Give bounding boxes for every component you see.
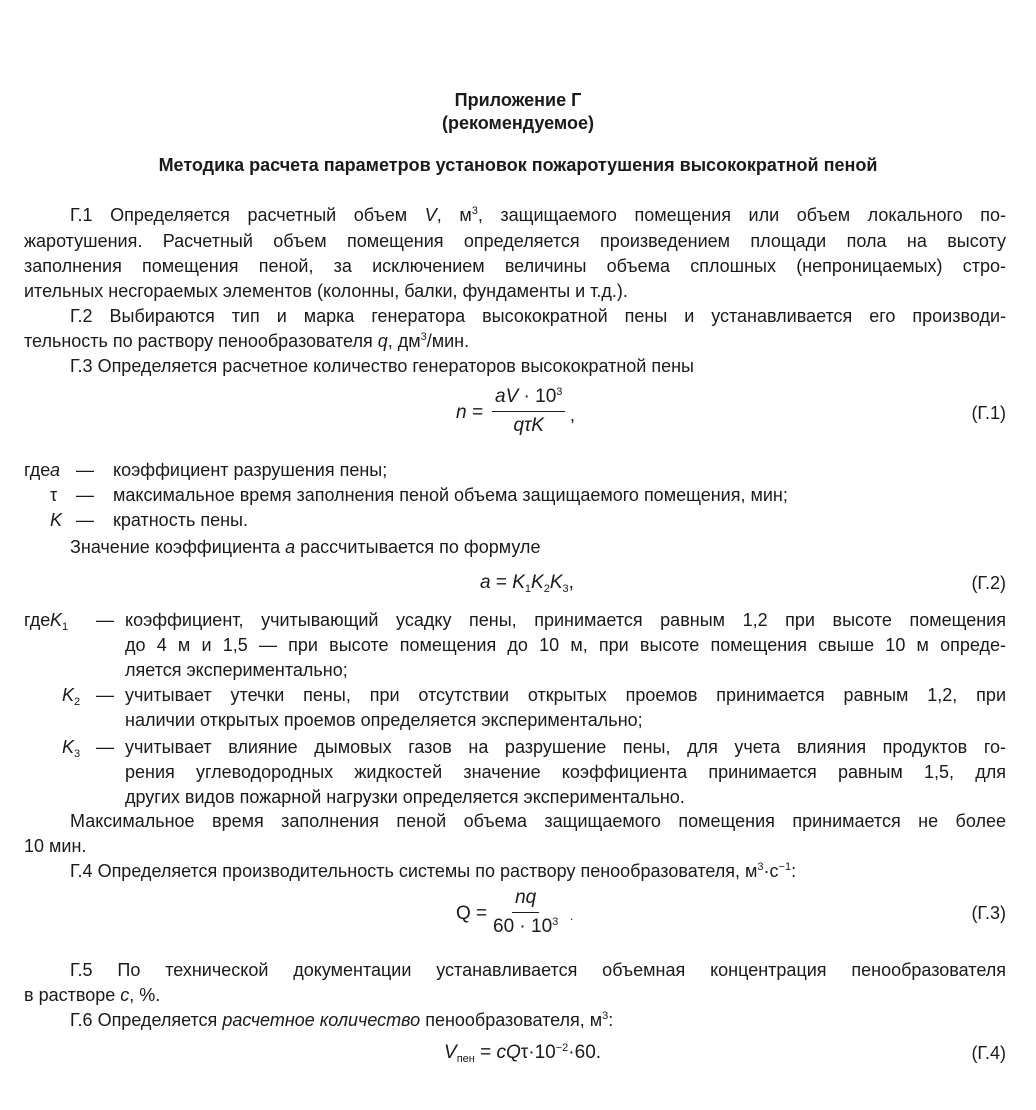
def-text: кратность пены.: [113, 510, 248, 530]
text-run: 60 · 10: [493, 916, 553, 937]
appendix-status: (рекомендуемое): [442, 113, 594, 133]
paragraph-g3-line: [70, 354, 1006, 378]
subscript: пен: [456, 1053, 475, 1065]
def-dash: —: [76, 510, 94, 530]
paragraph-g5-line: [24, 983, 1006, 1007]
def-term-a: a: [50, 460, 61, 480]
def-dash: —: [76, 485, 94, 505]
text-run: ительных несгораемых элементов (колонны, балки, фундаменты и т.д.).: [24, 281, 628, 301]
where-word: где: [24, 610, 51, 630]
eq3-label: (Г.3): [971, 903, 1006, 923]
superscript: 3: [757, 861, 764, 873]
subscript: 2: [543, 583, 550, 595]
superscript: 3: [471, 205, 478, 217]
term-sub: 2: [74, 696, 81, 708]
def-k1-line: [125, 633, 1006, 657]
text-run: Значение коэффициента: [70, 537, 286, 557]
text-run: =: [490, 572, 513, 593]
superscript: 3: [556, 386, 563, 398]
italic-run: a: [480, 572, 491, 593]
section-heading: Методика расчета параметров установок пожаротушения высокократной пеной: [158, 155, 878, 175]
italic-run: cQ: [496, 1042, 521, 1063]
def-text: коэффициент разрушения пены;: [113, 460, 388, 480]
text-run: · 10: [518, 386, 557, 407]
italic-run: c: [120, 985, 130, 1005]
term-letter: K: [50, 610, 63, 630]
def-term: [50, 508, 62, 532]
eq3-fraction: [493, 886, 558, 939]
eq3-denominator: [493, 913, 558, 939]
italic-run: V: [424, 205, 437, 225]
def-dash: —: [96, 685, 114, 705]
where-word: где: [24, 460, 51, 480]
def-k3-line: [125, 735, 1006, 759]
paragraph-g2-line: [70, 304, 1006, 328]
text-run: в растворе: [24, 985, 121, 1005]
text-run: , дм: [387, 331, 421, 351]
term-letter: K: [62, 685, 75, 705]
eq3-period: .: [570, 909, 574, 923]
eq1-den-text: qτK: [513, 415, 544, 436]
text-run: ·60.: [568, 1042, 602, 1063]
paragraph-coef-line: [70, 535, 1006, 559]
def-term-k: K: [50, 510, 63, 530]
eq1-lhs-text: n =: [456, 402, 483, 423]
def-k2-line: [125, 708, 1006, 732]
text-run: :: [791, 861, 797, 881]
text-run: жаротушения. Расчетный объем помещения определяется произведением площади пола на высоту: [24, 231, 1006, 251]
paragraph-g2-line: [24, 329, 1006, 353]
text-run: учитывает утечки пены, при отсутствии открытых проемов принимается равным 1,2, при: [125, 685, 1006, 705]
def-k3-line: [125, 760, 1006, 784]
def-term-k1: [50, 608, 68, 632]
paragraph-g1-line: [70, 203, 1006, 227]
superscript: 3: [552, 916, 559, 928]
text-run: ,: [568, 572, 574, 593]
def-dash: —: [96, 737, 114, 757]
def-term: τ: [50, 485, 58, 505]
def-text: максимальное время заполнения пеной объема защищаемого помещения, мин;: [113, 485, 788, 505]
text-run: тельность по раствору пенообразователя: [24, 331, 378, 351]
text-run: коэффициент, учитывающий усадку пены, принимается равным 1,2 при высоте помещения: [125, 610, 1006, 630]
text-run: Г.2 Выбираются тип и марка генератора высокократной пены и устанавливается его производи-: [70, 306, 1006, 326]
equation-g2: [480, 571, 574, 595]
text-run: , %.: [129, 985, 161, 1005]
def-k3-line: [125, 785, 1006, 809]
text-run: ляется экспериментально;: [125, 660, 348, 680]
text-run: учитывает влияние дымовых газов на разрушение пены, для учета влияния продуктов го-: [125, 737, 1006, 757]
eq1-lhs: [456, 401, 483, 425]
eq1-numerator: [492, 385, 565, 412]
italic-run: K: [549, 572, 563, 593]
paragraph-g1-line: [24, 279, 1006, 303]
italic-run: K: [531, 572, 544, 593]
def-term: [50, 458, 60, 482]
appendix-title: Приложение Г: [454, 90, 582, 110]
paragraph-g6-line: [70, 1008, 1006, 1032]
eq3-numerator: [512, 886, 539, 913]
eq1-denominator: [514, 412, 544, 438]
italic-run: q: [377, 331, 388, 351]
def-term-k2: [62, 683, 80, 707]
text-run: 10 мин.: [24, 836, 87, 856]
text-run: , защищаемого помещения или объем локального по-: [477, 205, 1006, 225]
paragraph-maxtime-line: [70, 809, 1006, 833]
eq3-num-text: nq: [515, 887, 537, 908]
eq1-comma: ,: [570, 405, 576, 425]
text-run: рения углеводородных жидкостей значение коэффициента принимается равным 1,5, для: [125, 762, 1006, 782]
text-run: Г.6 Определяется: [70, 1010, 223, 1030]
superscript: −2: [555, 1042, 569, 1054]
superscript: 3: [602, 1010, 609, 1022]
def-k2-line: [125, 683, 1006, 707]
def-k1-line: [125, 658, 1006, 682]
superscript: 3: [420, 331, 427, 343]
text-run: ·с: [763, 861, 779, 881]
text-run: Максимальное время заполнения пеной объема защищаемого помещения принимается не более: [70, 811, 1006, 831]
eq3-lhs: Q =: [456, 903, 488, 924]
superscript: −1: [778, 861, 792, 873]
subscript: 3: [562, 583, 569, 595]
def-term-k3: [62, 735, 80, 759]
text-run: наличии открытых проемов определяется экспериментально;: [125, 710, 643, 730]
text-run: Г.5 По технической документации устанавливается объемная концентрация пенообразователя: [70, 960, 1006, 980]
eq1-label: (Г.1): [971, 403, 1006, 423]
text-run: =: [474, 1042, 497, 1063]
paragraph-maxtime-line: [24, 834, 1006, 858]
text-run: Г.3 Определяется расчетное количество генераторов высокократной пены: [70, 356, 694, 376]
text-run: заполнения помещения пеной, за исключением величины объема сплошных (непроницаемых) стро-: [24, 256, 1006, 276]
term-sub: 3: [74, 748, 81, 760]
text-run: пенообразователя, м: [420, 1010, 603, 1030]
text-run: до 4 м и 1,5 — при высоте помещения до 10 м, при высоте помещения свыше 10 м опреде-: [125, 635, 1006, 655]
subscript: 1: [524, 583, 532, 595]
italic-run: a: [285, 537, 296, 557]
term-sub: 1: [62, 621, 69, 633]
eq2-label: (Г.2): [971, 573, 1006, 593]
def-k1-line: [125, 608, 1006, 632]
italic-run: V: [444, 1042, 457, 1063]
def-dash: —: [76, 460, 94, 480]
text-run: рассчитывается по формуле: [295, 537, 541, 557]
paragraph-g1-line: [24, 254, 1006, 278]
text-run: Г.4 Определяется производительность системы по раствору пенообразователя, м: [70, 861, 758, 881]
paragraph-g1-line: [24, 229, 1006, 253]
text-run: , м: [436, 205, 472, 225]
text-run: Г.1 Определяется расчетный объем: [70, 205, 425, 225]
text-run: τ·10: [520, 1042, 556, 1063]
text-run: других видов пожарной нагрузки определяется экспериментально.: [125, 787, 685, 807]
text-run: :: [608, 1010, 614, 1030]
eq4-label: (Г.4): [971, 1043, 1006, 1063]
def-dash: —: [96, 610, 114, 630]
eq1-fraction: [492, 385, 565, 438]
italic-run: K: [512, 572, 525, 593]
equation-g4: [444, 1041, 601, 1065]
term-letter: K: [62, 737, 75, 757]
paragraph-g5-line: [70, 958, 1006, 982]
text-run: aV: [495, 386, 519, 407]
italic-run: расчетное количество: [222, 1010, 421, 1030]
text-run: /мин.: [426, 331, 470, 351]
paragraph-g4-line: [70, 859, 1006, 883]
